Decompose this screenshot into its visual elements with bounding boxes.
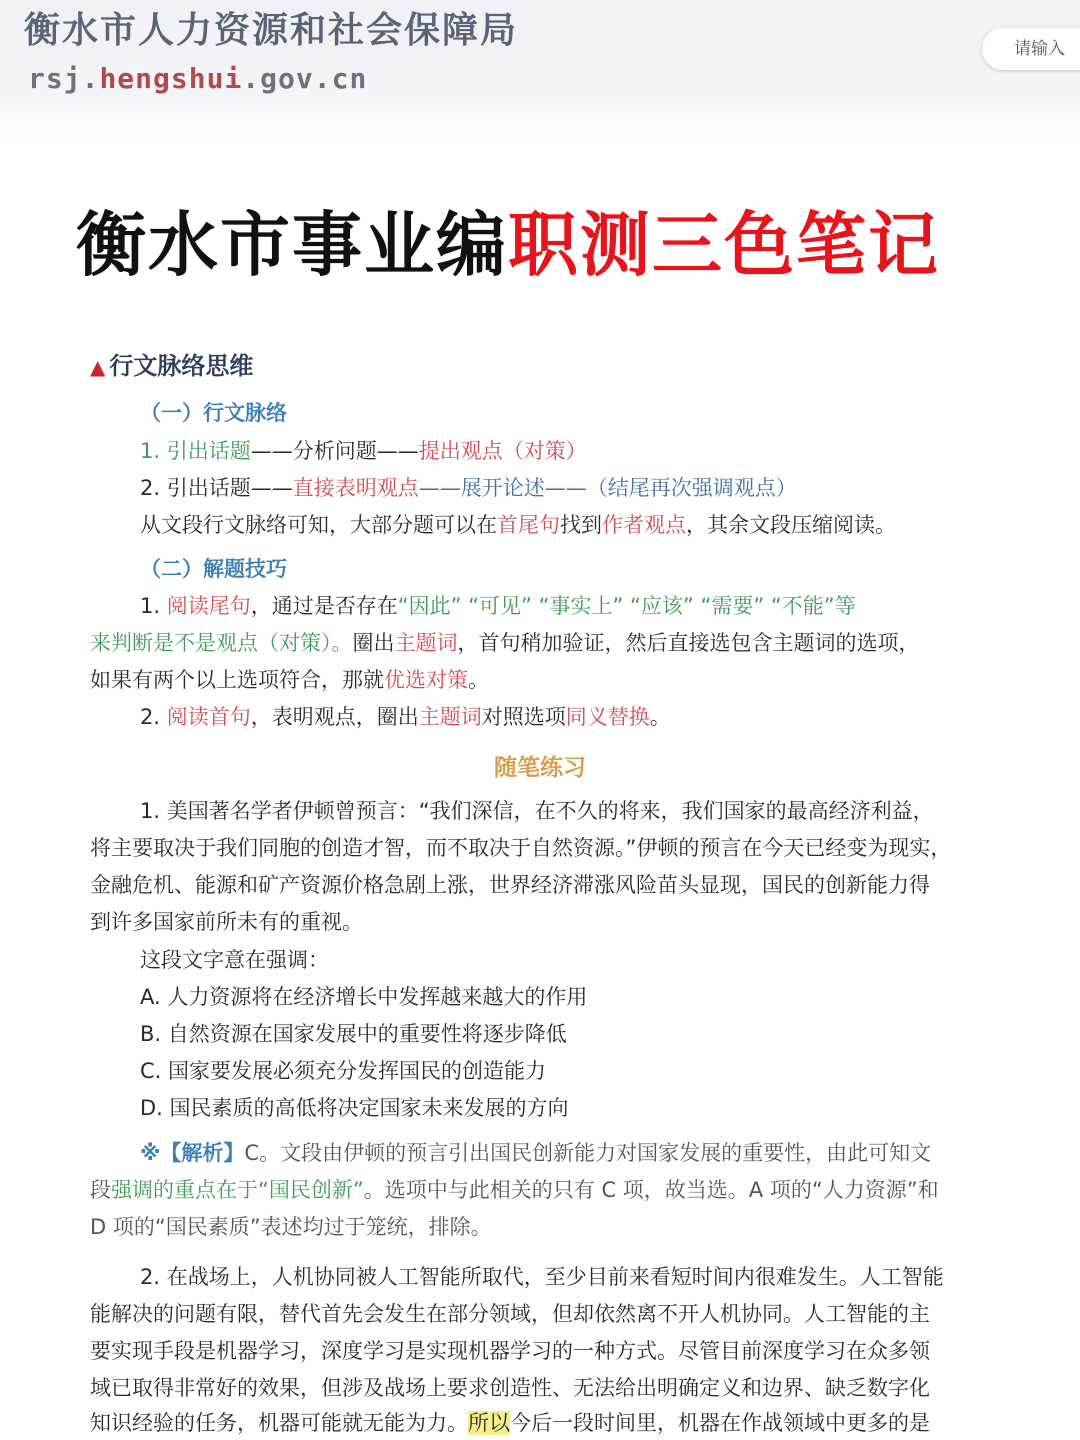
text-plain: 。: [649, 705, 671, 729]
text-plain: 2.: [140, 705, 167, 729]
q1-option-a: A. 人力资源将在经济增长中发挥越来越大的作用: [140, 985, 588, 1009]
q1-option-c: C. 国家要发展必须充分发挥国民的创造能力: [140, 1059, 547, 1083]
text-green: 1. 引出话题: [140, 439, 251, 463]
q1-stem: 这段文字意在强调：: [140, 948, 329, 972]
text-plain: 。: [468, 668, 489, 692]
text-red: 首尾句: [497, 513, 560, 537]
q1-line4: 到许多国家前所未有的重视。: [90, 910, 363, 934]
practice-heading: 随笔练习: [494, 755, 586, 781]
text-red: 主题词: [394, 631, 458, 655]
text-plain: ——分析问题——: [250, 439, 419, 463]
text-plain: ，表明观点，圈出: [250, 705, 419, 729]
text-red: 作者观点: [602, 513, 686, 537]
title-red: 职测三色笔记: [508, 204, 940, 286]
org-name: 衡水市人力资源和社会保障局: [24, 10, 519, 51]
q1-line2: 将主要取决于我们同胞的创造才智，而不取决于自然资源。”伊顿的预言在今天已经变为现实，: [90, 836, 952, 860]
analysis-line1: [140, 1136, 931, 1170]
search-input[interactable]: 请输入: [982, 28, 1080, 70]
text-plain: 如果有两个以上选项符合，那就: [90, 668, 384, 692]
part2-line2: [90, 626, 920, 660]
text-red: 阅读尾句: [166, 594, 251, 618]
text-green: “因此” “可见” “事实上” “应该” “需要” “不能”等: [397, 594, 856, 618]
text-plain: 从文段行文脉络可知，大部分题可以在: [140, 513, 497, 537]
q2-line5: [90, 1406, 930, 1440]
text-plain: 知识经验的任务，机器可能就无能为力。: [90, 1411, 468, 1435]
text-plain: 圈出: [352, 631, 395, 655]
site-banner: [0, 0, 1080, 140]
text-red: 阅读首句: [166, 705, 251, 729]
q2-line3: 要实现手段是机器学习，深度学习是实现机器学习的一种方式。尽管目前深度学习在众多领: [90, 1339, 930, 1363]
analysis-line2: [90, 1173, 939, 1207]
q2-line1: 2. 在战场上，人机协同被人工智能所取代，至少目前来看短时间内很难发生。人工智能: [140, 1265, 944, 1289]
q1-line1: 1. 美国著名学者伊顿曾预言：“我们深信，在不久的将来，我们国家的最高经济利益，: [140, 799, 934, 823]
text-plain: 对照选项: [481, 705, 566, 729]
text-plain: 。选项中与此相关的只有 C 项，故当选。A 项的“人力资源”和: [363, 1178, 939, 1202]
q2-line4: 域已取得非常好的效果，但涉及战场上要求创造性、无法给出明确定义和边界、缺乏数字化: [90, 1376, 930, 1400]
section-heading: [90, 346, 253, 381]
part2-heading: （二）解题技巧: [140, 557, 287, 581]
text-plain: 2. 引出话题——: [140, 476, 293, 500]
highlighted-text: 所以: [468, 1411, 510, 1435]
text-red: 优选对策: [384, 668, 468, 692]
text-plain: ，首句稍加验证，然后直接选包含主题词的选项，: [457, 631, 920, 655]
part2-line1: [140, 589, 856, 623]
site-url[interactable]: [28, 62, 367, 95]
text-plain: 段: [90, 1178, 111, 1202]
title-black: 衡水市事业编: [76, 204, 508, 286]
triangle-marker-icon: ▲: [90, 355, 106, 379]
section-heading-text: 行文脉络思维: [109, 352, 254, 380]
text-plain: ，通过是否存在: [250, 594, 398, 618]
text-red: 直接表明观点: [292, 476, 419, 500]
text-red: 提出观点（对策）: [418, 439, 587, 463]
text-plain: 今后一段时间里，机器在作战领域中更多的是: [510, 1411, 930, 1435]
text-plain: C。文段由伊顿的预言引出国民创新能力对国家发展的重要性，由此可知文: [244, 1141, 932, 1165]
url-suffix: .gov.cn: [242, 62, 368, 95]
q1-option-b: B. 自然资源在国家发展中的重要性将逐步降低: [140, 1022, 567, 1046]
q2-line2: 能解决的问题有限，替代首先会发生在部分领域，但却依然离不开人机协同。人工智能的主: [90, 1302, 930, 1326]
analysis-line3: D 项的“国民素质”表述均过于笼统，排除。: [90, 1215, 492, 1239]
text-red: 同义替换: [565, 705, 650, 729]
part1-line1: [140, 434, 587, 468]
url-domain: hengshui: [99, 62, 243, 95]
q1-line3: 金融危机、能源和矿产资源价格急剧上涨，世界经济滞涨风险苗头显现，国民的创新能力得: [90, 873, 930, 897]
text-green: 来判断是不是观点（对策）。: [90, 631, 353, 655]
text-plain: 找到: [560, 513, 602, 537]
text-blue: （结尾再次强调观点）: [586, 476, 797, 500]
text-green: 强调的重点在于“国民创新”: [111, 1178, 364, 1202]
part2-line4: [140, 700, 671, 734]
url-prefix: rsj.: [28, 62, 100, 95]
part2-line3: [90, 663, 489, 697]
text-red: 主题词: [418, 705, 482, 729]
part1-heading: （一）行文脉络: [140, 401, 287, 425]
text-blue: ——展开论述——: [418, 476, 587, 500]
part1-line2: [140, 471, 797, 505]
text-plain: ，其余文段压缩阅读。: [686, 513, 896, 537]
text-plain: 1.: [140, 594, 167, 618]
analysis-key: ※【解析】: [140, 1141, 245, 1165]
part1-line3: [140, 508, 896, 542]
q1-option-d: D. 国民素质的高低将决定国家未来发展的方向: [140, 1096, 569, 1120]
page-title: [76, 200, 940, 290]
